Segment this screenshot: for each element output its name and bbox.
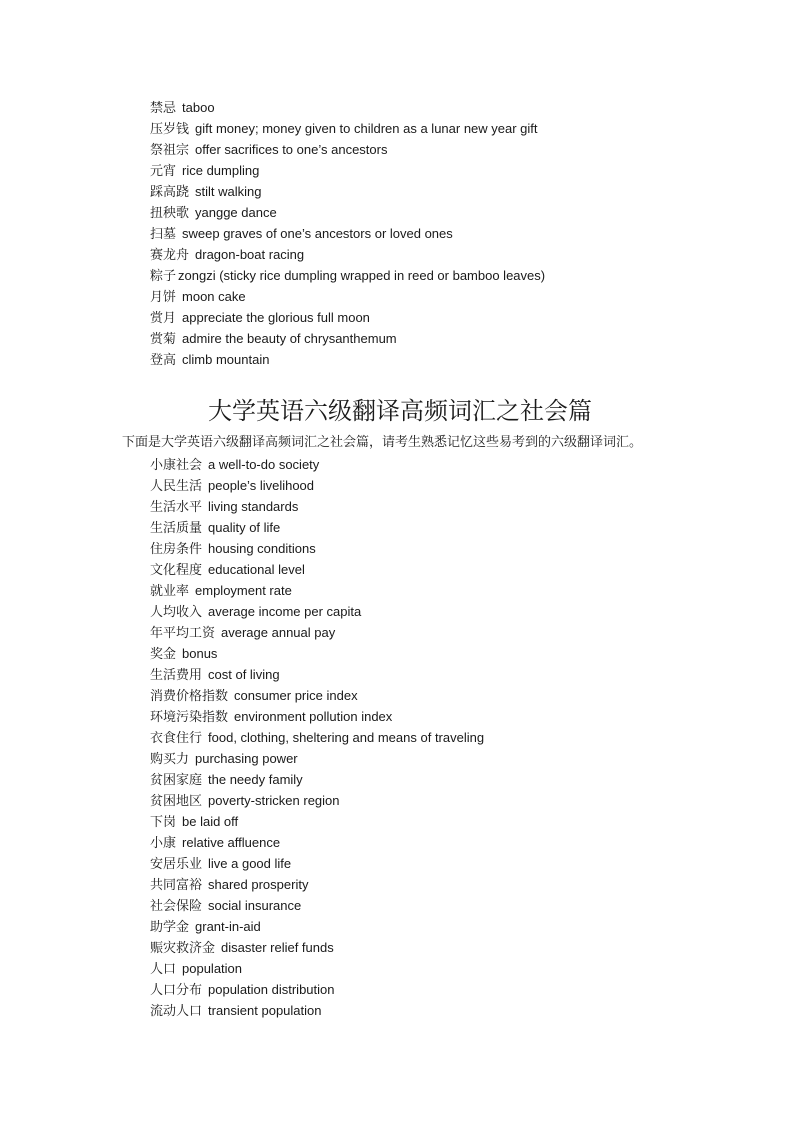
- term-chinese: 流动人口: [150, 1004, 203, 1019]
- term-english: a well-to-do society: [208, 457, 320, 472]
- term-english: quality of life: [208, 520, 281, 535]
- term-english: cost of living: [208, 667, 280, 682]
- term-row: [150, 769, 484, 790]
- term-chinese: 登高: [150, 353, 177, 368]
- term-row: [150, 1000, 484, 1021]
- term-english: zongzi (sticky rice dumpling wrapped in reed or bamboo leaves): [178, 268, 546, 283]
- term-row: [150, 517, 484, 538]
- term-row: [150, 958, 484, 979]
- term-english: admire the beauty of chrysanthemum: [182, 331, 397, 346]
- term-chinese: 人均收入: [150, 605, 203, 620]
- term-chinese: 踩高跷: [150, 185, 190, 200]
- term-english: social insurance: [208, 898, 302, 913]
- term-row: [150, 97, 545, 118]
- term-chinese: 奖金: [150, 647, 177, 662]
- term-chinese: 小康: [150, 836, 177, 851]
- term-row: [150, 580, 484, 601]
- term-chinese: 生活水平: [150, 500, 203, 515]
- term-english: disaster relief funds: [221, 940, 334, 955]
- term-row: [150, 160, 545, 181]
- term-chinese: 社会保险: [150, 899, 203, 914]
- term-row: [150, 496, 484, 517]
- term-chinese: 年平均工资: [150, 626, 216, 641]
- term-english: be laid off: [182, 814, 239, 829]
- term-english: average income per capita: [208, 604, 362, 619]
- term-chinese: 赛龙舟: [150, 248, 190, 263]
- term-english: employment rate: [195, 583, 292, 598]
- term-row: [150, 832, 484, 853]
- society-term-list: [150, 454, 484, 1021]
- term-chinese: 赈灾救济金: [150, 941, 216, 956]
- term-row: [150, 202, 545, 223]
- term-chinese: 禁忌: [150, 101, 177, 116]
- term-english: shared prosperity: [208, 877, 309, 892]
- term-row: [150, 811, 484, 832]
- term-row: [150, 244, 545, 265]
- term-chinese: 贫困家庭: [150, 773, 203, 788]
- term-row: [150, 622, 484, 643]
- term-chinese: 人口: [150, 962, 177, 977]
- term-row: [150, 853, 484, 874]
- term-row: [150, 559, 484, 580]
- term-chinese: 消费价格指数: [150, 689, 229, 704]
- term-english: environment pollution index: [234, 709, 393, 724]
- term-english: poverty-stricken region: [208, 793, 340, 808]
- term-english: living standards: [208, 499, 299, 514]
- term-english: stilt walking: [195, 184, 262, 199]
- term-chinese: 赏月: [150, 311, 177, 326]
- term-row: [150, 538, 484, 559]
- term-row: [150, 916, 484, 937]
- term-row: [150, 265, 545, 286]
- term-chinese: 人民生活: [150, 479, 203, 494]
- term-chinese: 赏菊: [150, 332, 177, 347]
- term-row: [150, 475, 484, 496]
- term-chinese: 就业率: [150, 584, 190, 599]
- term-chinese: 衣食住行: [150, 731, 203, 746]
- term-english: gift money; money given to children as a lunar new year gift: [195, 121, 538, 136]
- term-english: appreciate the glorious full moon: [182, 310, 370, 325]
- term-row: [150, 685, 484, 706]
- term-row: [150, 118, 545, 139]
- term-english: offer sacrifices to one’s ancestors: [195, 142, 388, 157]
- term-english: educational level: [208, 562, 305, 577]
- term-row: [150, 328, 545, 349]
- term-english: sweep graves of one’s ancestors or loved ones: [182, 226, 453, 241]
- term-chinese: 下岗: [150, 815, 177, 830]
- term-chinese: 压岁钱: [150, 122, 190, 137]
- term-row: [150, 895, 484, 916]
- term-chinese: 扭秧歌: [150, 206, 190, 221]
- term-chinese: 生活质量: [150, 521, 203, 536]
- term-chinese: 贫困地区: [150, 794, 203, 809]
- term-row: [150, 286, 545, 307]
- term-english: taboo: [182, 100, 215, 115]
- term-row: [150, 979, 484, 1000]
- term-chinese: 购买力: [150, 752, 190, 767]
- term-row: [150, 181, 545, 202]
- term-english: food, clothing, sheltering and means of traveling: [208, 730, 485, 745]
- term-english: bonus: [182, 646, 218, 661]
- term-row: [150, 139, 545, 160]
- term-chinese: 住房条件: [150, 542, 203, 557]
- term-english: rice dumpling: [182, 163, 260, 178]
- term-chinese: 粽子: [150, 269, 177, 284]
- section-heading: 大学英语六级翻译高频词汇之社会篇: [208, 397, 592, 425]
- term-row: [150, 874, 484, 895]
- term-english: the needy family: [208, 772, 303, 787]
- term-chinese: 人口分布: [150, 983, 203, 998]
- term-chinese: 生活费用: [150, 668, 203, 683]
- term-chinese: 祭祖宗: [150, 143, 190, 158]
- term-english: average annual pay: [221, 625, 336, 640]
- term-row: [150, 937, 484, 958]
- term-chinese: 安居乐业: [150, 857, 203, 872]
- term-chinese: 环境污染指数: [150, 710, 229, 725]
- term-row: [150, 454, 484, 475]
- term-english: moon cake: [182, 289, 246, 304]
- term-english: dragon-boat racing: [195, 247, 305, 262]
- term-row: [150, 790, 484, 811]
- term-english: housing conditions: [208, 541, 316, 556]
- term-chinese: 小康社会: [150, 458, 203, 473]
- term-english: population: [182, 961, 243, 976]
- term-english: grant-in-aid: [195, 919, 261, 934]
- term-row: [150, 349, 545, 370]
- term-row: [150, 748, 484, 769]
- term-english: relative affluence: [182, 835, 281, 850]
- term-chinese: 助学金: [150, 920, 190, 935]
- term-english: purchasing power: [195, 751, 298, 766]
- term-row: [150, 727, 484, 748]
- term-english: yangge dance: [195, 205, 277, 220]
- term-english: climb mountain: [182, 352, 270, 367]
- term-chinese: 文化程度: [150, 563, 203, 578]
- term-chinese: 元宵: [150, 164, 177, 179]
- term-chinese: 共同富裕: [150, 878, 203, 893]
- term-chinese: 扫墓: [150, 227, 177, 242]
- term-row: [150, 664, 484, 685]
- festival-term-list: [150, 97, 545, 370]
- term-english: consumer price index: [234, 688, 358, 703]
- term-row: [150, 307, 545, 328]
- term-row: [150, 643, 484, 664]
- term-english: transient population: [208, 1003, 322, 1018]
- term-row: [150, 223, 545, 244]
- term-english: people’s livelihood: [208, 478, 315, 493]
- term-english: live a good life: [208, 856, 292, 871]
- term-row: [150, 706, 484, 727]
- intro-paragraph: 下面是大学英语六级翻译高频词汇之社会篇，请考生熟悉记忆这些易考到的六级翻译词汇。: [122, 435, 643, 450]
- term-english: population distribution: [208, 982, 335, 997]
- term-chinese: 月饼: [150, 290, 177, 305]
- term-row: [150, 601, 484, 622]
